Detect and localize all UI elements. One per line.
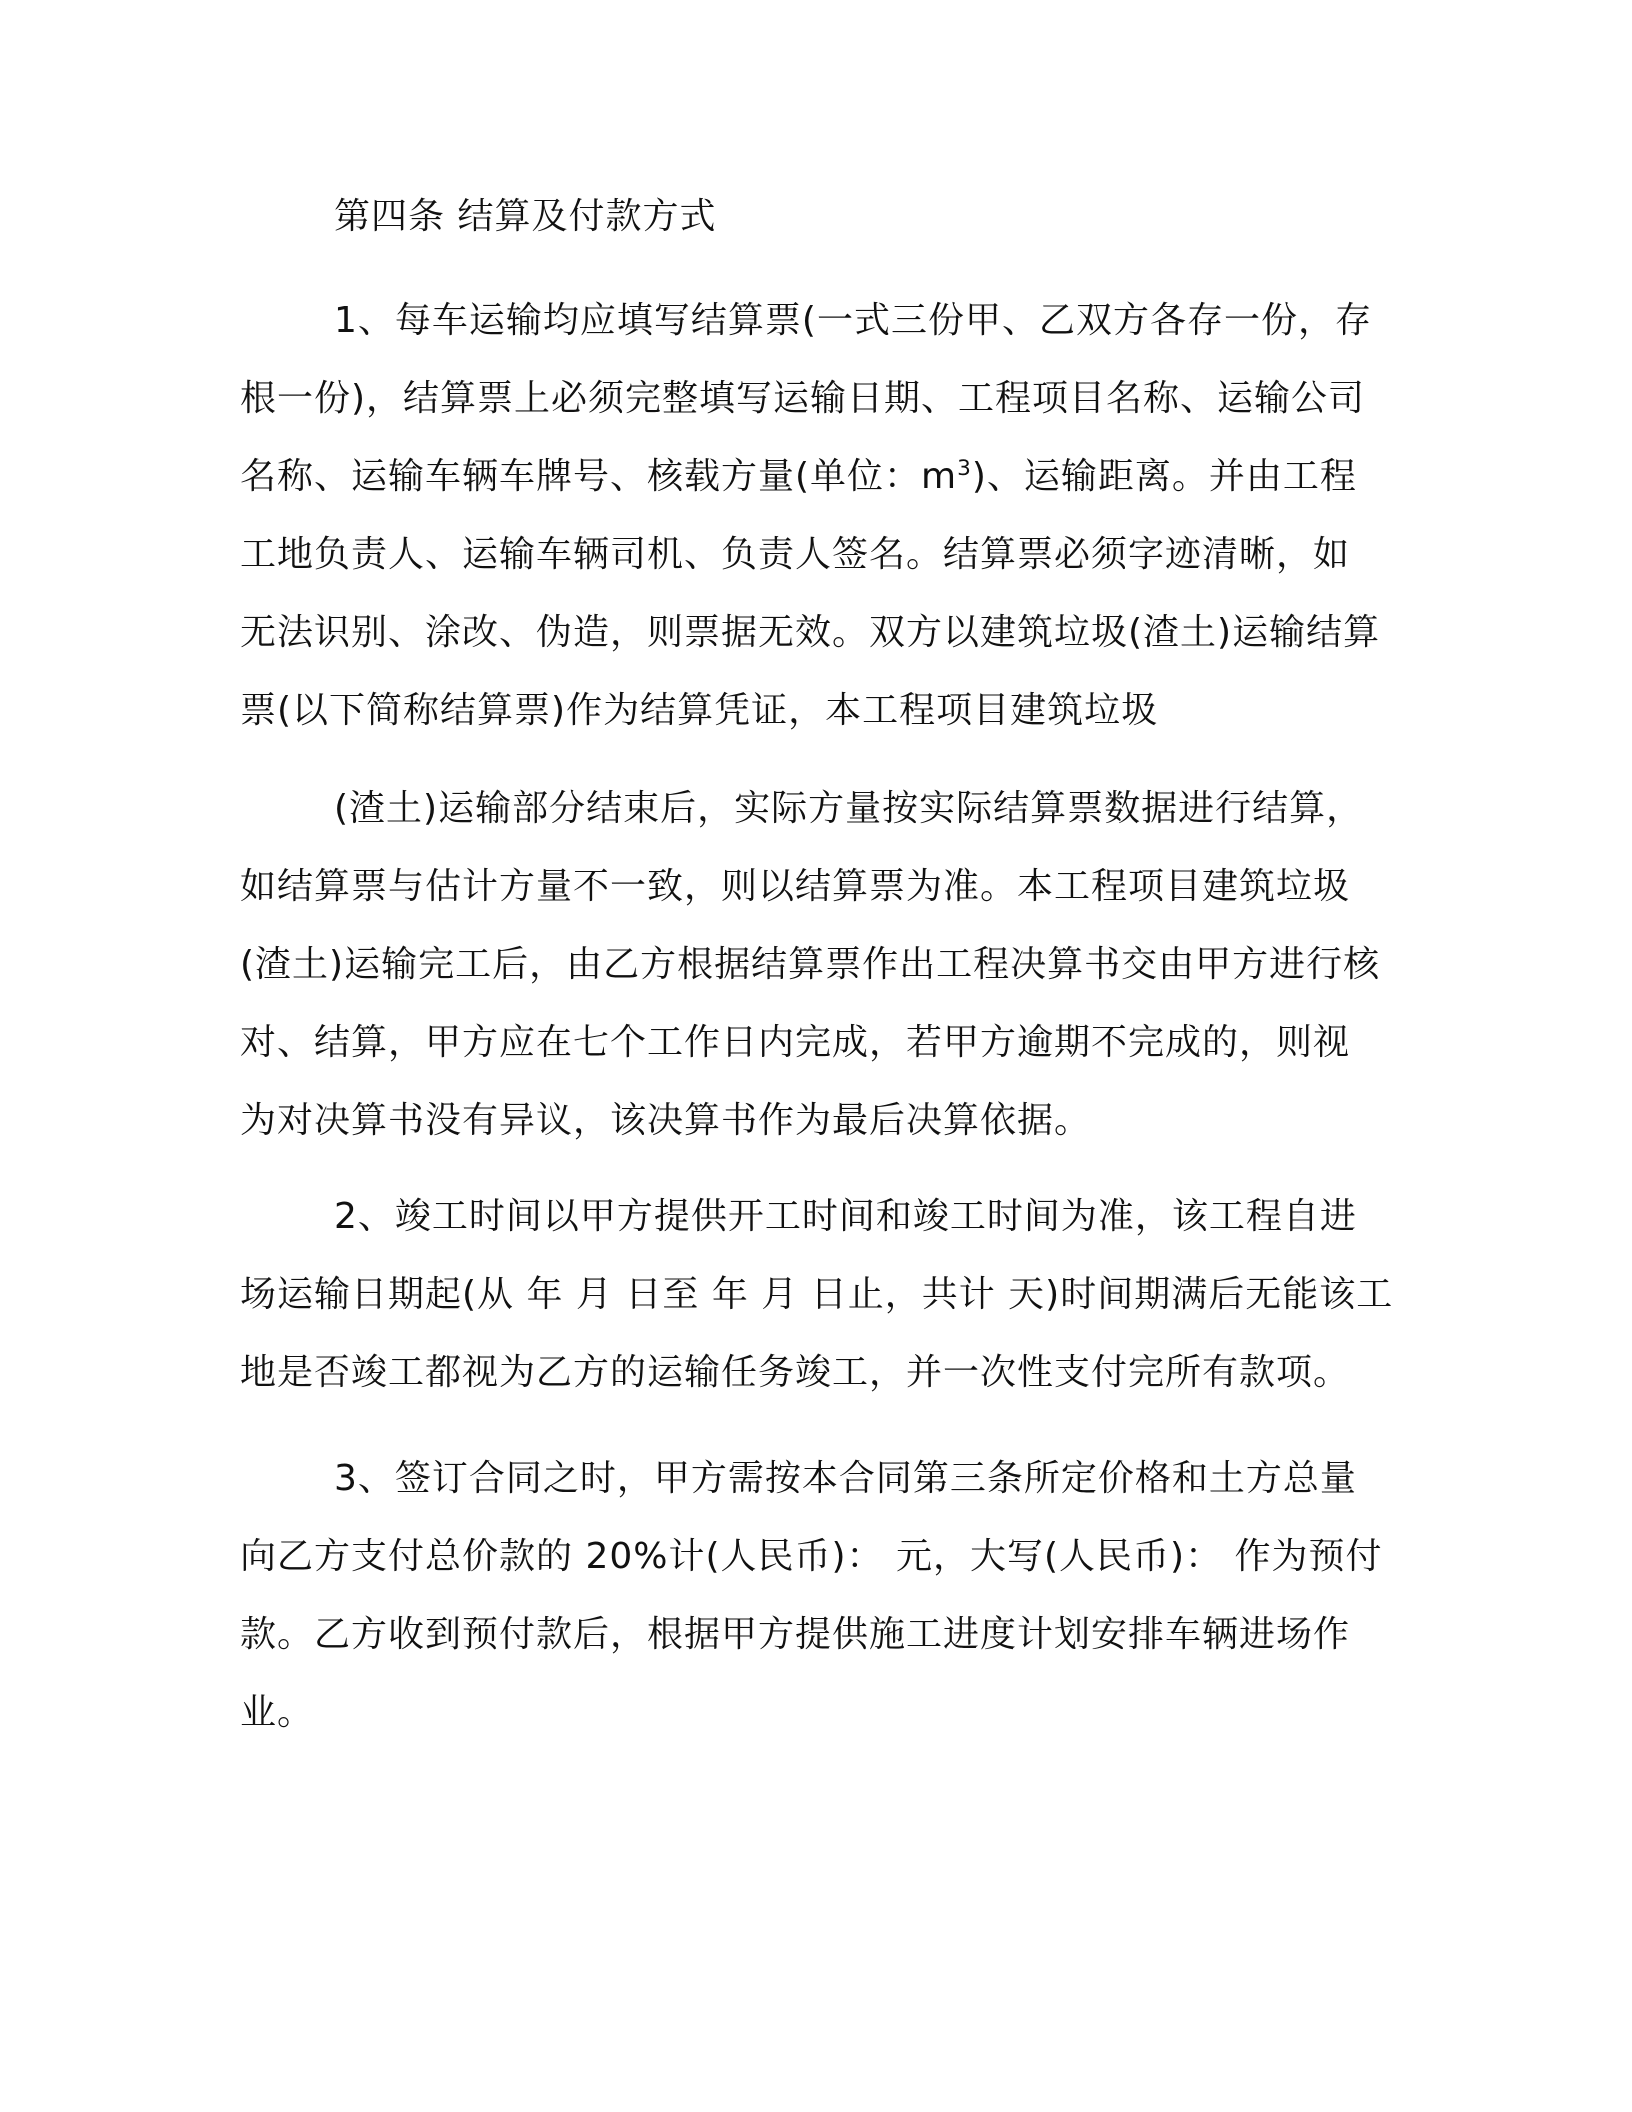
article-heading (240, 178, 1390, 256)
p1-line-5: 无法识别、涂改、伪造，则票据无效。双方以建筑垃圾(渣土)运输结算 (240, 612, 1381, 653)
p2-line-4: 对、结算，甲方应在七个工作日内完成，若甲方逾期不完成的，则视 (240, 1022, 1351, 1063)
p2-line-2: 如结算票与估计方量不一致，则以结算票为准。本工程项目建筑垃圾 (240, 866, 1351, 907)
p2-line-5: 为对决算书没有异议，该决算书作为最后决算依据。 (240, 1100, 1092, 1141)
p3-line-3: 地是否竣工都视为乙方的运输任务竣工，并一次性支付完所有款项。 (240, 1352, 1351, 1393)
heading-text: 第四条 结算及付款方式 (334, 196, 717, 237)
paragraph-2 (240, 770, 1390, 1160)
p3-line-2: 场运输日期起(从 年 月 日至 年 月 日止，共计 天)时间期满后无能该工 (240, 1274, 1394, 1315)
p1-line-6: 票(以下简称结算票)作为结算凭证，本工程项目建筑垃圾 (240, 690, 1159, 731)
p4-line-3: 款。乙方收到预付款后，根据甲方提供施工进度计划安排车辆进场作 (240, 1614, 1351, 1655)
p4-line-1: 3、签订合同之时，甲方需按本合同第三条所定价格和土方总量 (334, 1458, 1357, 1499)
p3-line-1: 2、竣工时间以甲方提供开工时间和竣工时间为准，该工程自进 (334, 1196, 1357, 1237)
p1-line-2: 根一份)，结算票上必须完整填写运输日期、工程项目名称、运输公司 (240, 378, 1366, 419)
paragraph-1 (240, 282, 1390, 750)
p4-line-4: 业。 (240, 1692, 315, 1733)
p1-line-3-tail: )、运输距离。并由工程 (971, 456, 1357, 497)
cubic-superscript: 3 (957, 456, 972, 481)
p2-line-1: (渣土)运输部分结束后，实际方量按实际结算票数据进行结算， (334, 788, 1364, 829)
p2-line-3: (渣土)运输完工后，由乙方根据结算票作出工程决算书交由甲方进行核 (240, 944, 1381, 985)
paragraph-3 (240, 1178, 1394, 1412)
p1-line-3-text: 名称、运输车辆车牌号、核载方量(单位：m (240, 456, 958, 497)
p1-line-3 (240, 438, 1390, 516)
p1-line-4: 工地负责人、运输车辆司机、负责人签名。结算票必须字迹清晰，如 (240, 534, 1351, 575)
paragraph-4 (240, 1440, 1390, 1752)
p1-line-1: 1、每车运输均应填写结算票(一式三份甲、乙双方各存一份，存 (334, 300, 1372, 341)
p4-line-2: 向乙方支付总价款的 20%计(人民币)： 元，大写(人民币)： 作为预付 (240, 1536, 1383, 1577)
